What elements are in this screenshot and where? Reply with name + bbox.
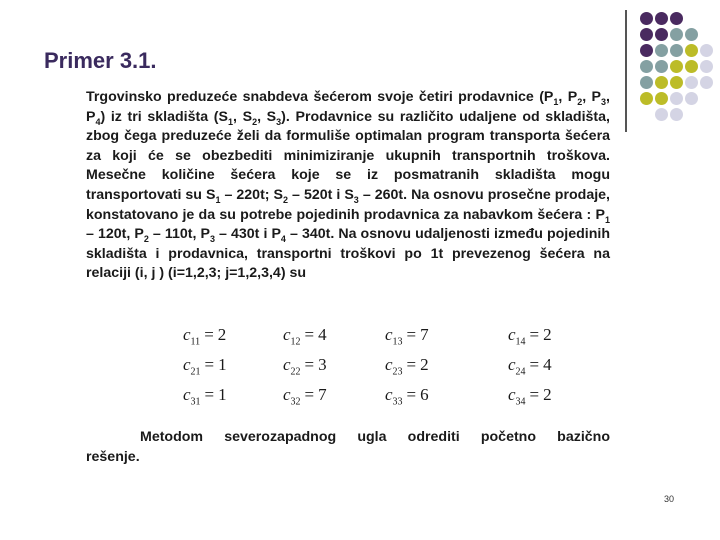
equals-sign: = xyxy=(529,325,540,344)
cost-symbol: c xyxy=(183,385,191,404)
decorative-dot xyxy=(640,12,653,25)
decorative-dot xyxy=(640,28,653,41)
text-run: i, j xyxy=(139,265,156,282)
problem-text xyxy=(86,89,610,281)
decorative-dot xyxy=(655,44,668,57)
cost-value: 1 xyxy=(218,385,227,404)
subscript: 3 xyxy=(209,233,215,244)
transport-cost-table xyxy=(183,325,603,415)
decorative-dot xyxy=(640,60,653,73)
text-run: Trgovinsko preduzeće snabdeva šećerom svoje četiri prodavnice (P xyxy=(86,89,554,105)
decorative-dot xyxy=(685,76,698,89)
equals-sign: = xyxy=(204,325,214,344)
decorative-dot xyxy=(640,92,653,105)
decorative-dot xyxy=(640,44,653,57)
text-run: – 430t i P xyxy=(214,226,281,243)
cost-value: 2 xyxy=(217,325,227,344)
decorative-dot xyxy=(670,76,683,89)
decorative-dot xyxy=(655,92,668,105)
decorative-dot xyxy=(655,60,668,73)
subscript: 2 xyxy=(252,116,258,127)
cost-row xyxy=(183,355,603,385)
cost-symbol: c xyxy=(508,325,516,344)
decorative-dot xyxy=(685,44,698,57)
cost-c12 xyxy=(283,325,327,347)
cost-symbol: c xyxy=(283,385,291,404)
subscript: 1 xyxy=(215,194,221,205)
decorative-dot xyxy=(670,108,683,121)
cost-subscript: 14 xyxy=(515,336,526,348)
cost-value: 4 xyxy=(318,325,327,344)
cost-value: 7 xyxy=(318,385,327,404)
cost-c23 xyxy=(385,355,429,377)
cost-symbol: c xyxy=(385,385,393,404)
equals-sign: = xyxy=(304,325,315,344)
cost-c33 xyxy=(385,385,429,407)
decorative-dot xyxy=(655,108,668,121)
cost-subscript: 12 xyxy=(290,336,301,348)
subscript: 2 xyxy=(143,233,149,244)
cost-subscript: 11 xyxy=(190,336,201,348)
cost-value: 1 xyxy=(218,355,227,374)
cost-value: 4 xyxy=(543,355,552,374)
subscript: 1 xyxy=(604,214,610,225)
equals-sign: = xyxy=(529,385,540,404)
text-run: – 260t. Na osnovu prosečne prodaje, konstatovano je da su potrebe pojedinih prodavnica za nabavkom šećera : P xyxy=(86,186,610,223)
cost-subscript: 13 xyxy=(392,336,403,348)
cost-value: 7 xyxy=(420,325,429,344)
equals-sign: = xyxy=(406,325,417,344)
cost-c31 xyxy=(183,385,227,407)
cost-symbol: c xyxy=(385,325,393,344)
cost-symbol: c xyxy=(283,325,291,344)
cost-subscript: 34 xyxy=(515,396,526,408)
cost-symbol: c xyxy=(508,385,516,404)
cost-c14 xyxy=(508,325,552,347)
equals-sign: = xyxy=(204,355,215,374)
decorative-dot xyxy=(640,76,653,89)
vertical-divider xyxy=(625,10,627,132)
decorative-dot xyxy=(670,60,683,73)
decorative-dot-grid xyxy=(638,12,718,122)
decorative-dot xyxy=(685,28,698,41)
text-run: – 120t, P xyxy=(86,226,144,243)
slide-title: Primer 3.1. xyxy=(44,48,157,73)
cost-c22 xyxy=(283,355,327,377)
cost-value: 3 xyxy=(318,355,327,374)
equals-sign: = xyxy=(304,355,315,374)
text-run: – 520t i S xyxy=(288,186,354,203)
text-run: , P xyxy=(86,89,610,125)
cost-symbol: c xyxy=(183,355,191,374)
subscript: 3 xyxy=(353,194,359,205)
cost-c21 xyxy=(183,355,227,377)
subscript: 1 xyxy=(227,116,233,127)
cost-subscript: 22 xyxy=(290,366,301,378)
equals-sign: = xyxy=(304,385,315,404)
task-line-1: Metodom severozapadnog ugla odrediti početno bazično xyxy=(140,429,610,445)
decorative-dot xyxy=(685,92,698,105)
cost-c13 xyxy=(385,325,429,347)
cost-c11 xyxy=(183,325,226,347)
text-run: – 220t; S xyxy=(220,186,283,203)
decorative-dot xyxy=(685,60,698,73)
cost-value: 2 xyxy=(543,385,552,404)
cost-symbol: c xyxy=(183,325,191,344)
text-run: , P xyxy=(582,89,602,105)
cost-row xyxy=(183,325,603,355)
problem-statement xyxy=(86,88,610,284)
cost-c24 xyxy=(508,355,552,377)
text-run: ) iz tri skladišta (S xyxy=(100,108,228,125)
subscript: 3 xyxy=(276,116,282,127)
cost-symbol: c xyxy=(283,355,291,374)
text-run: ) (i=1,2,3; j=1,2,3,4) su xyxy=(155,265,307,282)
text-run: , S xyxy=(257,108,277,125)
subscript: 2 xyxy=(577,96,583,107)
decorative-dot xyxy=(700,44,713,57)
cost-subscript: 33 xyxy=(392,396,403,408)
text-run: , S xyxy=(233,108,253,125)
cost-subscript: 21 xyxy=(190,366,201,378)
equals-sign: = xyxy=(529,355,540,374)
subscript: 4 xyxy=(95,116,101,127)
decorative-dot xyxy=(655,12,668,25)
decorative-dot xyxy=(655,76,668,89)
text-run: – 340t. Na osnovu udaljenosti između pojedinih skladišta i prodavnica, transportni troškovi po 1t prevezenog šećera na relaciji ( xyxy=(86,226,611,282)
decorative-dot xyxy=(700,76,713,89)
cost-c32 xyxy=(283,385,327,407)
cost-value: 6 xyxy=(420,385,429,404)
subscript: 2 xyxy=(283,194,289,205)
cost-subscript: 24 xyxy=(515,366,526,378)
text-run: , P xyxy=(558,89,578,105)
equals-sign: = xyxy=(406,385,417,404)
subscript: 3 xyxy=(601,96,607,107)
decorative-dot xyxy=(670,44,683,57)
task-statement xyxy=(86,428,610,467)
cost-subscript: 32 xyxy=(290,396,301,408)
text-run: ). Prodavnice su različito udaljene od skladišta, zbog čega preduzeće želi da formuliše optimalan program transporta šećera za koji će se obezbediti minimiziranje ukupnih transportnih troškova. Mesečne količine šećera koje se iz posmatranih skladišta mogu transportovati su S xyxy=(86,108,610,203)
cost-value: 2 xyxy=(420,355,429,374)
cost-symbol: c xyxy=(508,355,516,374)
decorative-dot xyxy=(655,28,668,41)
text-run: – 110t, P xyxy=(148,226,210,243)
cost-row xyxy=(183,385,603,415)
decorative-dot xyxy=(670,92,683,105)
page-number: 30 xyxy=(664,494,675,504)
subscript: 4 xyxy=(280,233,286,244)
equals-sign: = xyxy=(204,385,215,404)
subscript: 1 xyxy=(553,96,559,107)
decorative-dot xyxy=(670,28,683,41)
cost-c34 xyxy=(508,385,552,407)
cost-subscript: 31 xyxy=(190,396,201,408)
equals-sign: = xyxy=(406,355,417,374)
cost-value: 2 xyxy=(543,325,552,344)
decorative-dot xyxy=(670,12,683,25)
task-line-2: rešenje. xyxy=(86,448,140,465)
cost-symbol: c xyxy=(385,355,393,374)
cost-subscript: 23 xyxy=(392,366,403,378)
decorative-dot xyxy=(700,60,713,73)
